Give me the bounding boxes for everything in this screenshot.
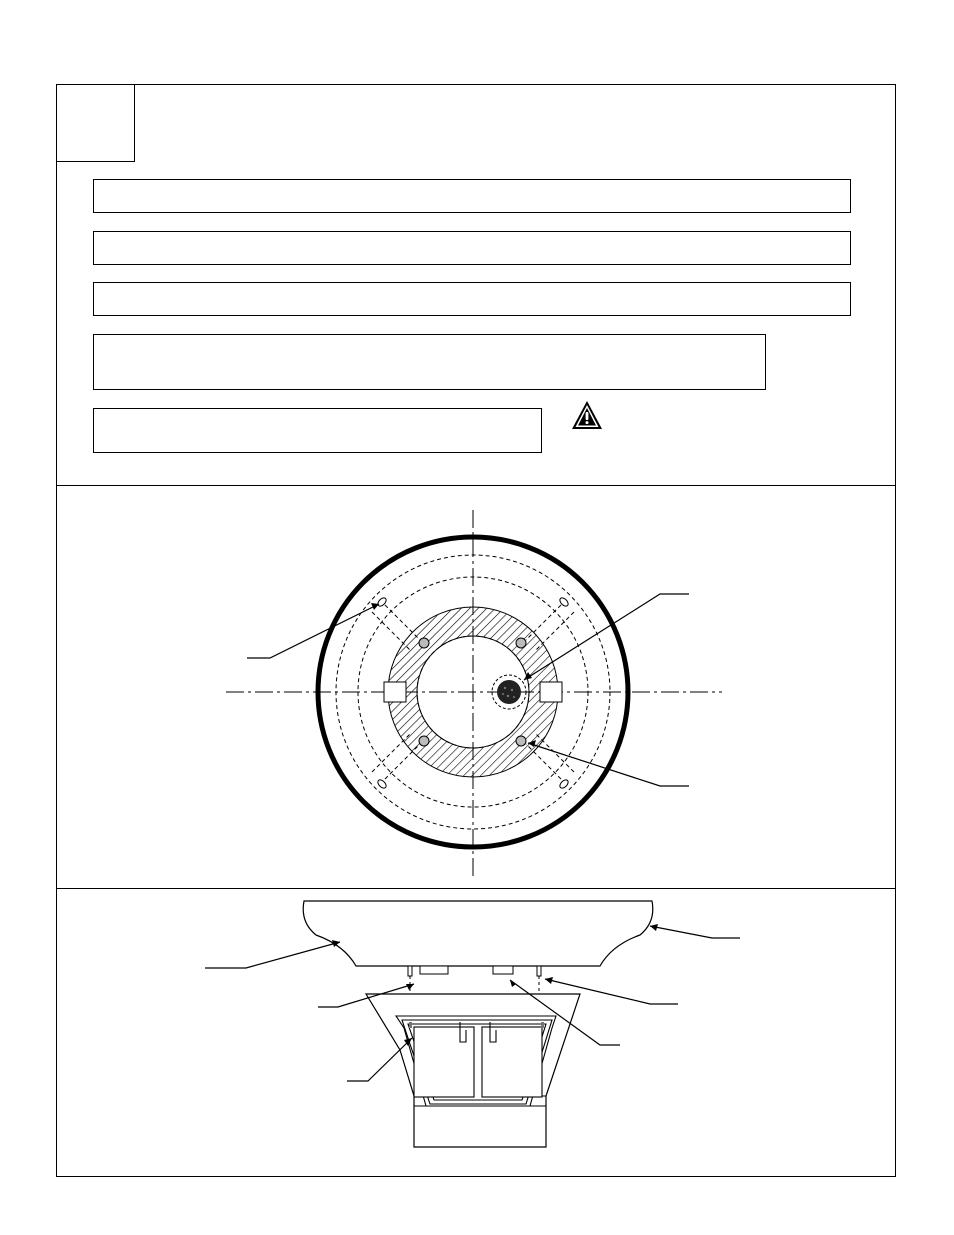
canopy-hub-left (420, 966, 448, 974)
outer-slot-br (558, 778, 569, 789)
ring-notch-right (540, 682, 562, 702)
leader-line-outer-slot (247, 604, 379, 658)
inner-bolt-tr (516, 638, 526, 648)
leader-line-canopy-left (205, 942, 340, 968)
ring-notch-left (384, 682, 406, 702)
canopy-hub-center (493, 966, 513, 974)
center-wire-hole (497, 680, 521, 704)
canopy-screw-left (408, 966, 412, 976)
inner-bolt-br (516, 736, 526, 746)
mounting-bracket (396, 1016, 556, 1106)
hatched-mounting-ring (388, 607, 558, 777)
inner-bolt-bl (419, 736, 429, 746)
canopy-screw-right (537, 966, 541, 976)
inner-bolt-tl (419, 638, 429, 648)
leader-line-canopy-right (650, 926, 740, 938)
outer-slot-bl (376, 778, 387, 789)
canopy (303, 901, 653, 966)
